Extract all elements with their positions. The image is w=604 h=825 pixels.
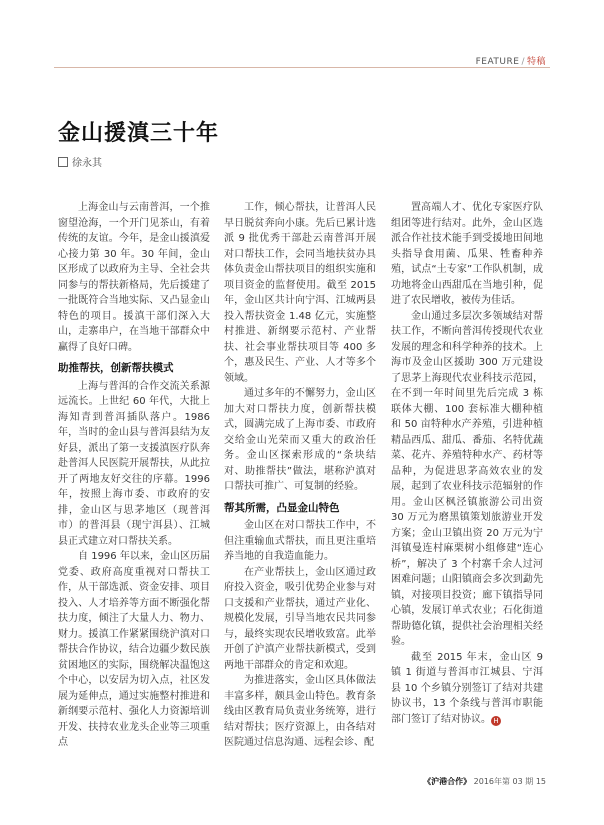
section-heading: 帮其所需，凸显金山特色	[224, 501, 340, 514]
column-2	[224, 200, 376, 751]
paragraph: 为推进落实，金山区具体做法丰富多样，颇具金山特色。教育条线由区教育局负责业务统筹，进行结对帮扶；医疗资源上，由各结对医院通过信息沟通、远程会诊、配	[224, 675, 376, 748]
paragraph: 在产业帮扶上，金山区通过政府投入资金，吸引优势企业参与对口支援和产业帮扶，通过产业化、规模化发展，引导当地农民共同参与，最终实现农民增收致富。此举开创了沪滇产业帮扶新模式，受到两地干部群众的肯定和欢迎。	[224, 566, 376, 671]
paragraph: 通过多年的不懈努力，金山区加大对口帮扶力度，创新帮扶模式，圆满完成了上海市委、市政府交给金山光荣而又重大的政治任务。金山区探索形成的“条块结对、助推帮扶”做法，堪称沪滇对口帮扶可推广、可复制的经验。	[224, 388, 376, 492]
paragraph: 金山区在对口帮扶工作中，不但注重输血式帮扶，而且更注重培养当地的自我造血能力。	[224, 520, 376, 562]
author-line	[58, 154, 102, 169]
magazine-name: 《沪港合作》	[423, 777, 472, 786]
section-separator: /	[521, 57, 525, 67]
paragraph	[391, 650, 543, 728]
page-footer	[423, 776, 546, 787]
paragraph: 工作，倾心帮扶，让普洱人民早日脱贫奔向小康。先后已累计选派 9 批优秀干部赴云南普洱开展对口帮扶工作，会同当地扶贫办具体负责金山帮扶项目的组织实施和项目资金的监督使用。截至 2015 年，金山区共计向宁洱、江城两县投入帮扶资金 1.48 亿元，实施整村推进、新纲要示范村、产业帮扶、社会事业帮扶项目等 400 多个，惠及民生、产业、人才等多个领域。	[224, 202, 376, 384]
article-title: 金山援滇三十年	[58, 121, 220, 146]
paragraph: 上海与普洱的合作交流关系源远流长。上世纪 60 年代，大批上海知青到普洱插队落户。1986 年，当时的金山县与普洱县结为友好县，派出了第一支援滇医疗队奔赴普洱人民医院开展帮扶，从此拉开了两地友好交往的序幕。1996 年，按照上海市委、市政府的安排，金山区与思茅地区（现普洱市）的普洱县（现宁洱县）、江城县正式建立对口帮扶关系。	[58, 380, 210, 547]
page-number: 15	[535, 777, 546, 786]
header-divider	[54, 67, 550, 68]
section-heading: 助推帮扶，创新帮扶模式	[58, 362, 174, 374]
paragraph: 上海金山与云南普洱，一个推窗望沧海，一个开门见茶山，有着传统的友谊。今年，是金山援滇爱心接力第 30 年。30 年间，金山区形成了以政府为主导、全社会共同参与的帮扶新格局，先后援建了一批既符合当地实际、又凸显金山特色的项目。援滇干部们深入大山，走寨串户，在当地干部群众中赢得了良好口碑。	[58, 202, 210, 353]
paragraph: 金山通过多层次多领域结对帮扶工作，不断向普洱传授现代农业发展的理念和科学种养的技术。上海市及金山区援助 300 万元建设了思茅上海现代农业科技示范园，在不到一年时间里先后完成 3 栋联体大棚、100 套标准大棚种植和 50 亩特种水产养殖，引进种植精品西瓜、甜瓜、番茄、名特优蔬菜、花卉、养殖特种水产、药材等品种，为促进思茅高效农业的发展，起到了农业科技示范辐射的作用。金山区枫泾镇旅游公司出资 30 万元为磨黑镇策划旅游业开发方案；金山卫镇出资 20 万元为宁洱镇曼连村麻栗树小组修建“连心桥”，解决了 3 个村寨千余人过河困难问题；山阳镇商会多次到勐先镇，对接项目投资；廊下镇指导同心镇，发展订单式农业；石化街道帮助德化镇，提供社会治理相关经验。	[391, 310, 543, 647]
author-name: 徐永其	[72, 158, 102, 169]
issue-number: 年第 03 期	[494, 777, 534, 786]
paragraph: 自 1996 年以来，金山区历届党委、政府高度重视对口帮扶工作，从干部选派、资金安排、项目投入、人才培养等方面不断强化帮扶力度，倾注了大量人力、物力、财力。援滇工作紧紧围绕沪滇对口帮扶合作协议，结合边疆少数民族贫困地区的实际，围绕解决温饱这个中心，以安居为切入点，社区发展为延伸点，通过实施整村推进和新纲要示范村、强化人力资源培训开发、扶持农业龙头企业等三项重点	[58, 551, 210, 748]
section-label	[476, 54, 546, 67]
column-1	[58, 200, 210, 751]
paragraph: 置高端人才、优化专家医疗队组团等进行结对。此外，金山区选派合作社技术能手到受援地田间地头指导食用菌、瓜果、牲畜种养殖，试点“土专家”工作队机制，成功地将金山西甜瓜在当地引种，促进了农民增收，被传为佳话。	[391, 202, 543, 306]
end-mark-icon: H	[491, 716, 501, 726]
paragraph-text: 截至 2015 年末，金山区 9 镇 1 街道与普洱市江城县、宁洱县 10 个乡镇分别签订了结对共建协议书，13 个条线与普洱市职能部门签订了结对协议。	[391, 651, 543, 725]
issue-year: 2016	[473, 777, 494, 786]
section-name: 特稿	[526, 57, 546, 67]
author-box-icon	[58, 157, 68, 167]
feature-label: FEATURE	[475, 57, 520, 67]
column-3	[391, 200, 543, 727]
